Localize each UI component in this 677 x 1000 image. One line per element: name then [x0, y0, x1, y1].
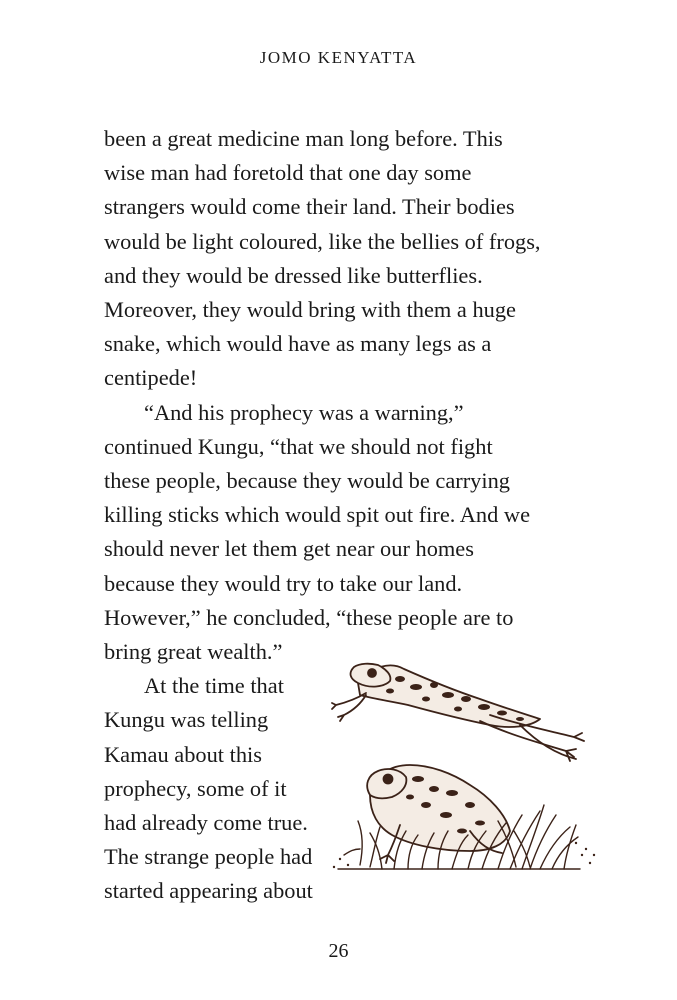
- frogs-illustration-icon: [330, 655, 605, 895]
- text-line: centipede!: [104, 365, 198, 391]
- text-line: continued Kungu, “that we should not fight: [104, 433, 493, 459]
- leaping-frog-icon: [332, 664, 584, 761]
- text-line: The strange people had: [104, 844, 313, 870]
- text-line: been a great medicine man long before. This: [104, 126, 503, 151]
- text-line: because they would try to take our land.: [104, 570, 463, 596]
- text-line: Moreover, they would bring with them a huge: [104, 297, 516, 323]
- text-line: wise man had foretold that one day some: [104, 160, 472, 186]
- text-line: At the time that: [144, 673, 284, 699]
- page-number: 26: [328, 940, 349, 962]
- text-line: these people, because they would be carrying: [104, 468, 510, 494]
- text-line: However,” he concluded, “these people are to: [104, 604, 514, 630]
- text-line: had already come true.: [104, 810, 308, 836]
- text-line: killing sticks which would spit out fire. And we: [104, 502, 531, 528]
- text-line: would be light coloured, like the bellies of frogs,: [104, 228, 541, 254]
- text-line: snake, which would have as many legs as a: [104, 331, 492, 357]
- text-line: “And his prophecy was a warning,”: [144, 399, 464, 425]
- running-head: JOMO KENYATTA: [259, 48, 418, 67]
- sitting-frog-icon: [367, 765, 510, 863]
- text-line: strangers would come their land. Their bodies: [104, 194, 515, 220]
- text-line: Kungu was telling: [104, 707, 269, 733]
- text-line: started appearing about: [104, 878, 313, 904]
- frogs-illustration-svg: [330, 655, 605, 895]
- text-line: bring great wealth.”: [104, 639, 283, 665]
- text-line: should never let them get near our homes: [104, 536, 474, 562]
- text-line: and they would be dressed like butterflies.: [104, 262, 483, 288]
- text-line: Kamau about this: [104, 741, 262, 767]
- text-line: prophecy, some of it: [104, 775, 287, 801]
